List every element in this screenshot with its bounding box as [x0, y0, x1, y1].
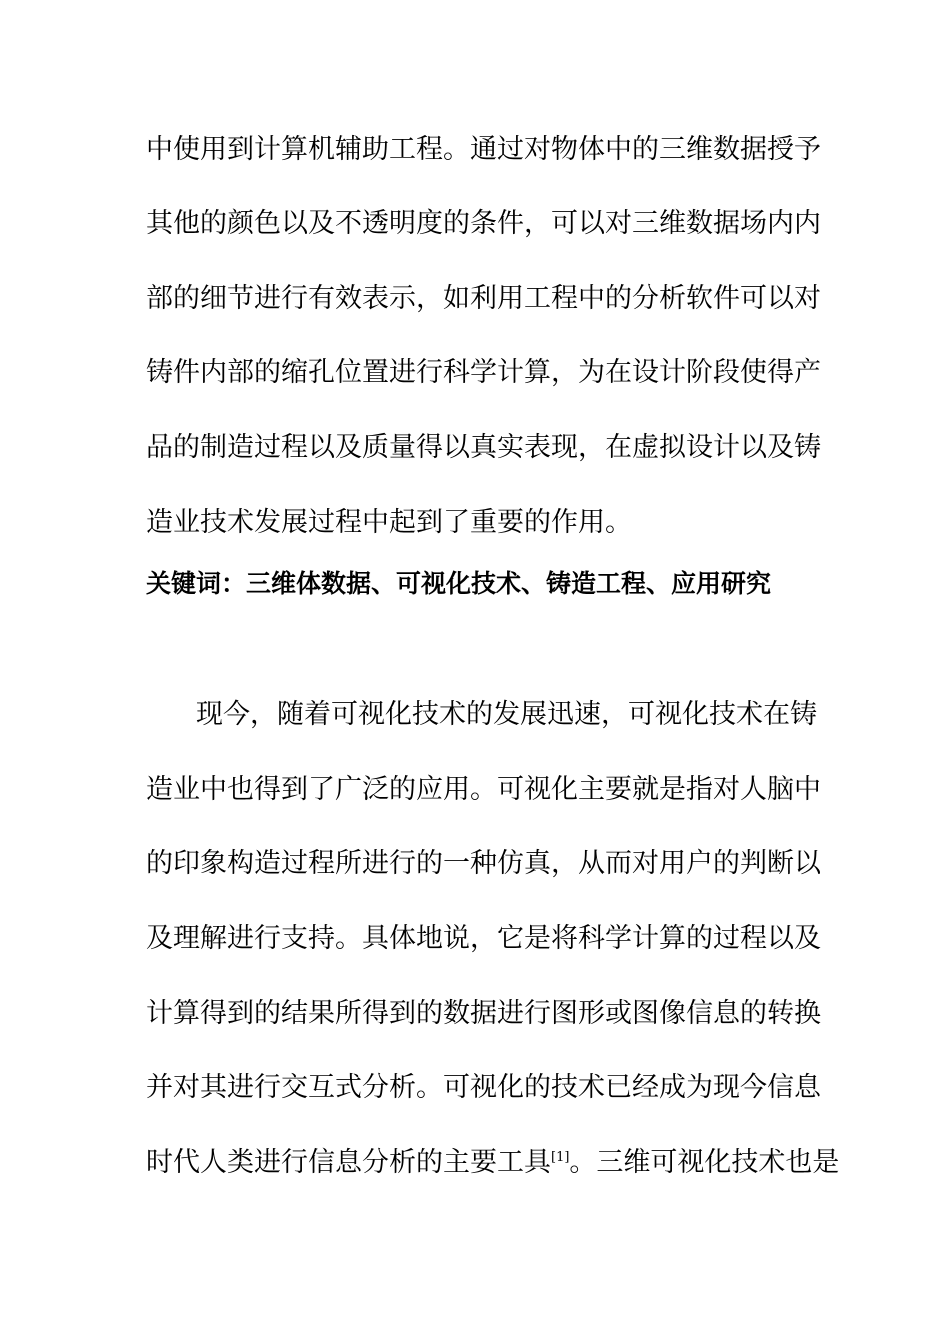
- keywords-line: 关键词：三维体数据、可视化技术、铸造工程、应用研究: [146, 569, 772, 598]
- abstract-line: 中使用到计算机辅助工程。通过对物体中的三维数据授予: [146, 134, 821, 165]
- abstract-line: 其他的颜色以及不透明度的条件，可以对三维数据场内内: [146, 208, 821, 239]
- body-line: 及理解进行支持。具体地说，它是将科学计算的过程以及: [146, 923, 821, 954]
- abstract-line: 部的细节进行有效表示，如利用工程中的分析软件可以对: [146, 283, 821, 314]
- body-line: 造业中也得到了广泛的应用。可视化主要就是指对人脑中: [146, 774, 821, 805]
- body-text: 。三维可视化技术也是: [569, 1147, 840, 1178]
- abstract-line: 品的制造过程以及质量得以真实表现，在虚拟设计以及铸: [146, 432, 821, 463]
- body-line: 的印象构造过程所进行的一种仿真，从而对用户的判断以: [146, 848, 821, 879]
- citation-marker: [1]: [551, 1150, 570, 1165]
- body-line: 计算得到的结果所得到的数据进行图形或图像信息的转换: [146, 998, 821, 1029]
- abstract-line: 铸件内部的缩孔位置进行科学计算，为在设计阶段使得产: [146, 357, 821, 388]
- body-line: 现今，随着可视化技术的发展迅速，可视化技术在铸: [196, 699, 817, 730]
- body-line: 并对其进行交互式分析。可视化的技术已经成为现今信息: [146, 1072, 821, 1103]
- abstract-line: 造业技术发展过程中起到了重要的作用。: [146, 507, 632, 538]
- body-line-with-citation: [146, 1145, 840, 1181]
- body-text: 时代人类进行信息分析的主要工具: [146, 1147, 551, 1178]
